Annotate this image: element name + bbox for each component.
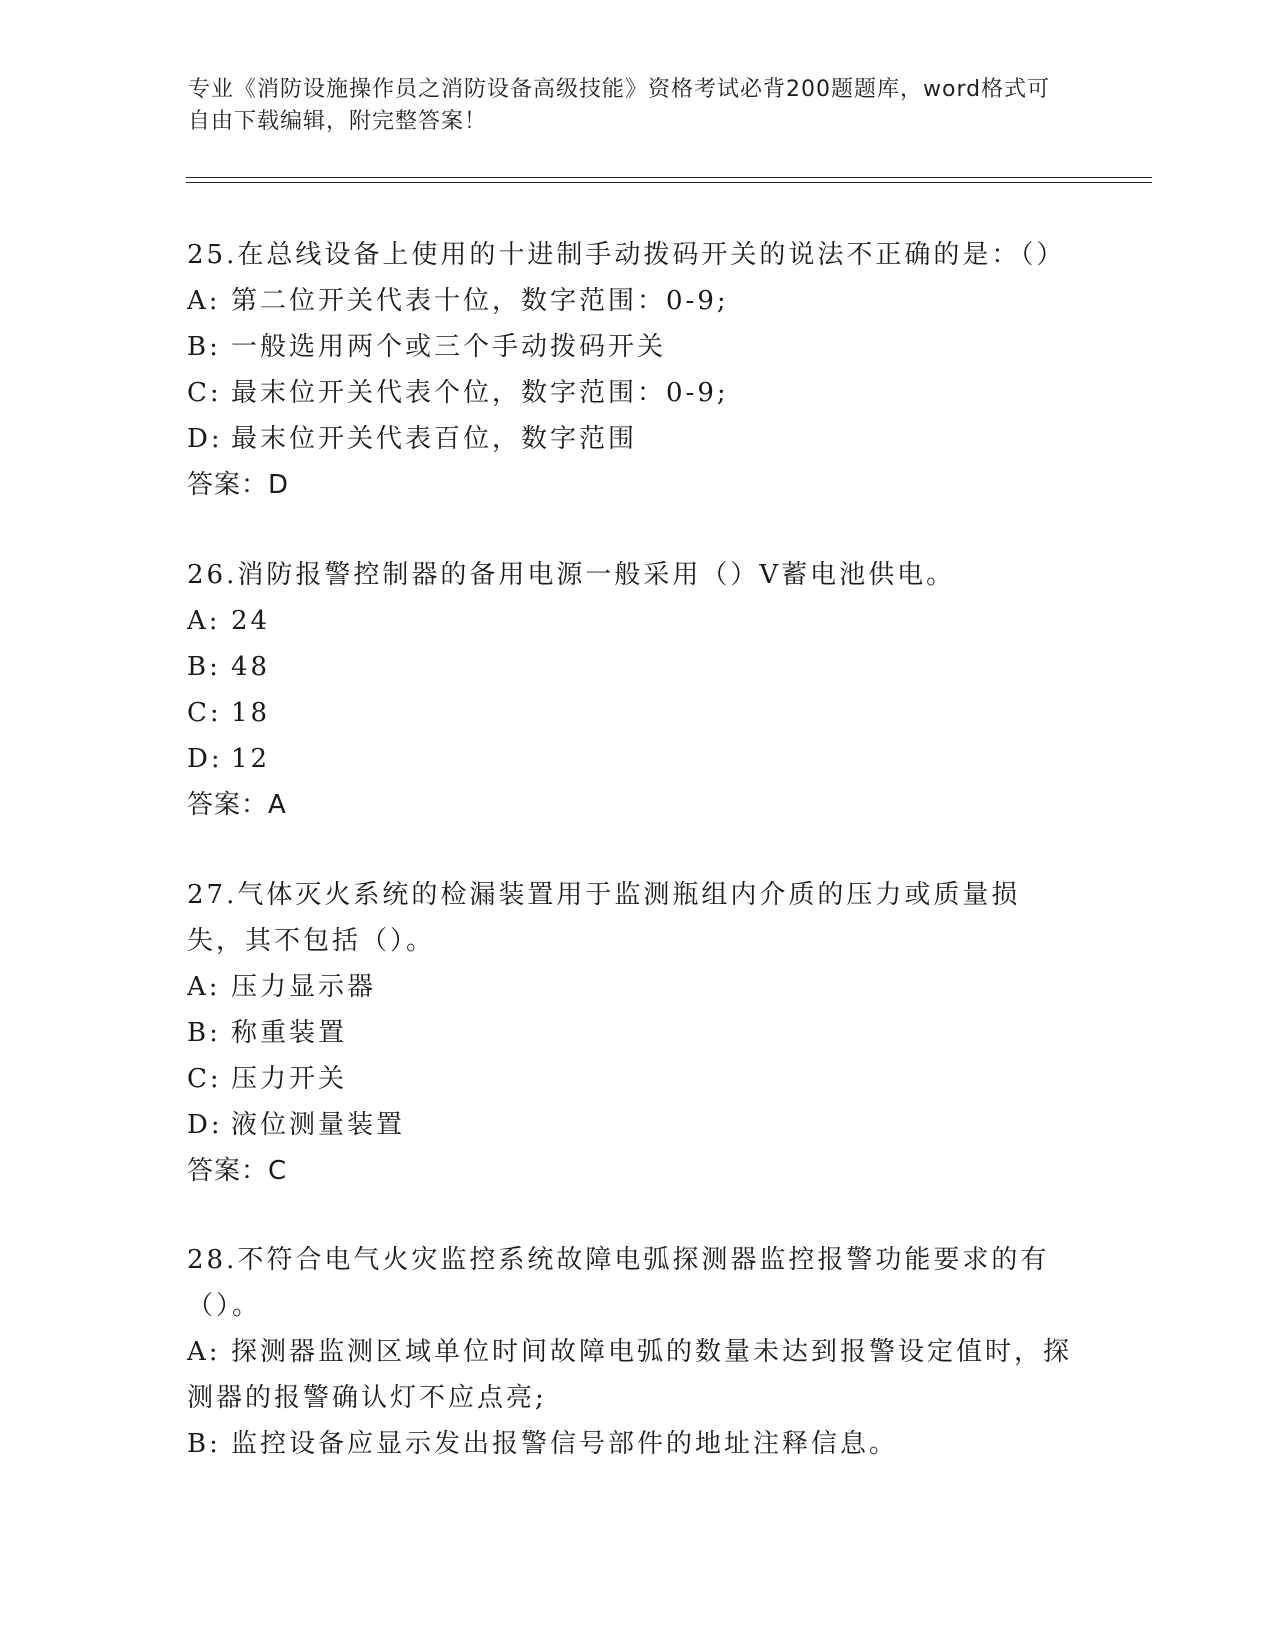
option-letter: B: <box>187 652 221 682</box>
option-letter: D: <box>187 424 223 454</box>
option-a <box>187 278 1077 324</box>
question-stem: 28.不符合电气火灾监控系统故障电弧探测器监控报警功能要求的有（）。 <box>187 1245 1050 1321</box>
question-stem: 27.气体灭火系统的检漏装置用于监测瓶组内介质的压力或质量损失，其不包括（）。 <box>187 880 1021 956</box>
option-c <box>187 370 1077 416</box>
option-letter: C: <box>187 1064 222 1094</box>
option-text: 24 <box>231 606 271 636</box>
header-rule-bottom <box>186 182 1152 183</box>
option-text: 18 <box>231 698 271 728</box>
option-d <box>187 736 1077 782</box>
question-26 <box>187 552 1077 828</box>
option-text: 48 <box>231 652 271 682</box>
option-c <box>187 690 1077 736</box>
option-text: 一般选用两个或三个手动拨码开关 <box>231 332 667 362</box>
option-text: 压力显示器 <box>231 972 377 1002</box>
option-text: 称重装置 <box>231 1018 348 1048</box>
option-letter: D: <box>187 744 223 774</box>
answer-key: 答案：A <box>187 790 287 820</box>
option-text: 探测器监测区域单位时间故障电弧的数量未达到报警设定值时，探测器的报警确认灯不应点亮; <box>187 1337 1073 1413</box>
question-stem: 25.在总线设备上使用的十进制手动拨码开关的说法不正确的是：（） <box>187 240 1066 270</box>
option-a <box>187 1329 1077 1421</box>
option-d <box>187 1102 1077 1148</box>
option-b <box>187 644 1077 690</box>
answer-key: 答案：D <box>187 470 290 500</box>
answer-key: 答案：C <box>187 1156 288 1186</box>
question-stem: 26.消防报警控制器的备用电源一般采用（）V蓄电池供电。 <box>187 560 956 590</box>
header-rule-top <box>186 177 1152 178</box>
option-letter: A: <box>187 606 221 636</box>
option-letter: B: <box>187 1429 221 1459</box>
question-25 <box>187 232 1077 508</box>
option-d <box>187 416 1077 462</box>
option-letter: A: <box>187 972 221 1002</box>
option-a <box>187 964 1077 1010</box>
option-text: 监控设备应显示发出报警信号部件的地址注释信息。 <box>231 1429 899 1459</box>
option-text: 液位测量装置 <box>231 1110 406 1140</box>
option-letter: A: <box>187 1337 221 1367</box>
option-letter: C: <box>187 698 222 728</box>
option-letter: D: <box>187 1110 223 1140</box>
option-text: 12 <box>231 744 271 774</box>
document-intro: 专业《消防设施操作员之消防设备高级技能》资格考试必背200题题库，word格式可自由下载编辑，附完整答案！ <box>188 77 1051 134</box>
option-b <box>187 1010 1077 1056</box>
option-c <box>187 1056 1077 1102</box>
option-letter: C: <box>187 378 222 408</box>
option-text: 最末位开关代表个位，数字范围：0-9; <box>231 378 729 408</box>
option-a <box>187 598 1077 644</box>
option-b <box>187 324 1077 370</box>
option-text: 压力开关 <box>231 1064 348 1094</box>
option-letter: B: <box>187 1018 221 1048</box>
question-27 <box>187 872 1077 1194</box>
question-28 <box>187 1237 1077 1467</box>
option-letter: B: <box>187 332 221 362</box>
option-text: 最末位开关代表百位，数字范围 <box>231 424 638 454</box>
option-letter: A: <box>187 286 221 316</box>
option-b <box>187 1421 1077 1467</box>
option-text: 第二位开关代表十位，数字范围：0-9; <box>231 286 729 316</box>
